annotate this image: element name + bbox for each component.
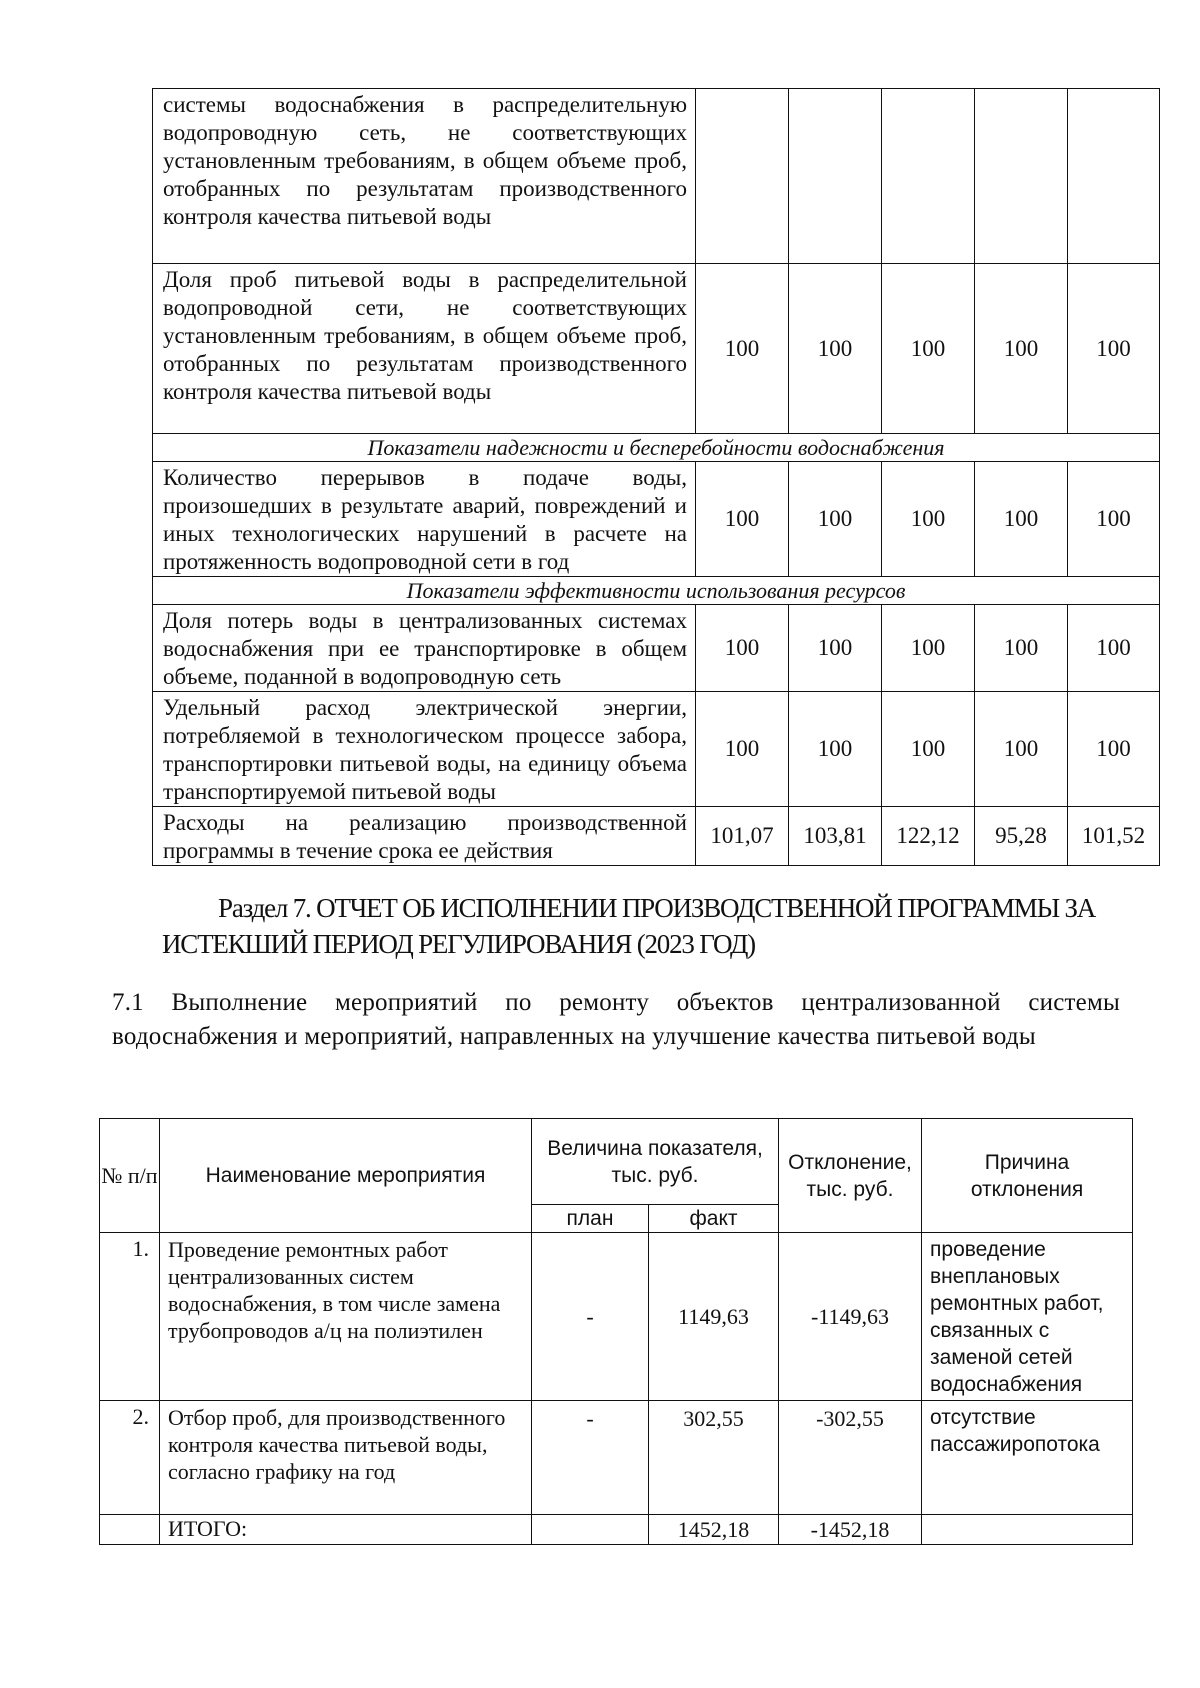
indicator-value: 100 [789, 462, 882, 577]
indicator-value: 100 [1068, 692, 1160, 807]
indicator-value [975, 89, 1068, 264]
indicator-name: Удельный расход электрической энергии, потребляемой в технологическом процессе забора, транспортировки питьевой воды, на единицу объема транспортируемой питьевой воды [153, 692, 696, 807]
indicator-value: 100 [696, 462, 789, 577]
header-num: № п/п [100, 1119, 160, 1233]
row-number: 2. [100, 1401, 160, 1515]
deviation-reason: отсутствие пассажиропотока [922, 1401, 1133, 1515]
indicator-value: 100 [1068, 462, 1160, 577]
deviation-value: -1149,63 [779, 1233, 922, 1401]
indicators-table [152, 88, 1160, 866]
plan-value: - [532, 1233, 649, 1401]
indicator-value [1068, 89, 1160, 264]
measure-name: Отбор проб, для производственного контроля качества питьевой воды, согласно графику на год [160, 1401, 532, 1515]
header-row [100, 1119, 1133, 1205]
table-row [153, 807, 1160, 866]
plan-value: - [532, 1401, 649, 1515]
indicator-name: Количество перерывов в подаче воды, произошедших в результате аварий, повреждений и иных технологических нарушений в расчете на протяженность водопроводной сети в год [153, 462, 696, 577]
measures-table [99, 1118, 1133, 1545]
indicator-value: 122,12 [882, 807, 975, 866]
indicator-value [696, 89, 789, 264]
total-reason-cell [922, 1515, 1133, 1545]
indicator-value [789, 89, 882, 264]
header-fact: факт [649, 1205, 779, 1233]
table-row [153, 264, 1160, 434]
indicator-value: 100 [1068, 264, 1160, 434]
table-row [153, 462, 1160, 577]
table-row [100, 1401, 1133, 1515]
section-title [162, 890, 1162, 962]
table-row [153, 605, 1160, 692]
section-row [153, 577, 1160, 605]
total-deviation: -1452,18 [779, 1515, 922, 1545]
row-number: 1. [100, 1233, 160, 1401]
indicator-value: 95,28 [975, 807, 1068, 866]
indicator-value: 101,07 [696, 807, 789, 866]
section-heading: Показатели надежности и бесперебойности водоснабжения [153, 434, 1160, 462]
section-title-line-1: Раздел 7. ОТЧЕТ ОБ ИСПОЛНЕНИИ ПРОИЗВОДСТВЕННОЙ ПРОГРАММЫ ЗА [218, 893, 1096, 923]
total-row [100, 1515, 1133, 1545]
header-plan: план [532, 1205, 649, 1233]
table-row [153, 89, 1160, 264]
subsection-heading: 7.1 Выполнение мероприятий по ремонту объектов централизованной системы водоснабжения и мероприятий, направленных на улучшение качества питьевой воды [112, 989, 1120, 1050]
total-plan-cell [532, 1515, 649, 1545]
section-heading: Показатели эффективности использования ресурсов [153, 577, 1160, 605]
section-row [153, 434, 1160, 462]
total-fact: 1452,18 [649, 1515, 779, 1545]
indicator-value: 100 [789, 605, 882, 692]
total-label: ИТОГО: [160, 1515, 532, 1545]
header-reason: Причина отклонения [922, 1119, 1133, 1233]
indicator-value: 100 [975, 264, 1068, 434]
indicator-value: 100 [882, 264, 975, 434]
indicator-name: Расходы на реализацию производственной программы в течение срока ее действия [153, 807, 696, 866]
indicator-value: 100 [975, 692, 1068, 807]
fact-value: 302,55 [649, 1401, 779, 1515]
fact-value: 1149,63 [649, 1233, 779, 1401]
indicator-value: 100 [789, 264, 882, 434]
indicator-name: Доля проб питьевой воды в распределительной водопроводной сети, не соответствующих установленным требованиям, в общем объеме проб, отобранных по результатам производственного контроля качества питьевой воды [153, 264, 696, 434]
indicator-value: 103,81 [789, 807, 882, 866]
indicator-value: 100 [975, 605, 1068, 692]
indicator-value: 100 [882, 692, 975, 807]
deviation-value: -302,55 [779, 1401, 922, 1515]
section-title-line-2: ИСТЕКШИЙ ПЕРИОД РЕГУЛИРОВАНИЯ (2023 ГОД) [162, 929, 755, 959]
table-row [153, 692, 1160, 807]
indicator-value: 100 [882, 605, 975, 692]
header-deviation: Отклонение, тыс. руб. [779, 1119, 922, 1233]
deviation-reason: проведение внеплановых ремонтных работ, связанных с заменой сетей водоснабжения [922, 1233, 1133, 1401]
indicator-value: 100 [882, 462, 975, 577]
indicator-value: 100 [789, 692, 882, 807]
header-value-group: Величина показателя, тыс. руб. [532, 1119, 779, 1205]
total-num-cell [100, 1515, 160, 1545]
indicator-value: 100 [1068, 605, 1160, 692]
table-row [100, 1233, 1133, 1401]
indicator-value: 100 [696, 692, 789, 807]
indicator-name: Доля потерь воды в централизованных системах водоснабжения при ее транспортировке в общем объеме, поданной в водопроводную сеть [153, 605, 696, 692]
indicator-value [882, 89, 975, 264]
indicator-value: 101,52 [1068, 807, 1160, 866]
indicator-value: 100 [975, 462, 1068, 577]
indicator-value: 100 [696, 605, 789, 692]
indicator-name: системы водоснабжения в распределительную водопроводную сеть, не соответствующих установленным требованиям, в общем объеме проб, отобранных по результатам производственного контроля качества питьевой воды [153, 89, 696, 264]
header-name: Наименование мероприятия [160, 1119, 532, 1233]
measure-name: Проведение ремонтных работ централизованных систем водоснабжения, в том числе замена трубопроводов а/ц на полиэтилен [160, 1233, 532, 1401]
indicator-value: 100 [696, 264, 789, 434]
